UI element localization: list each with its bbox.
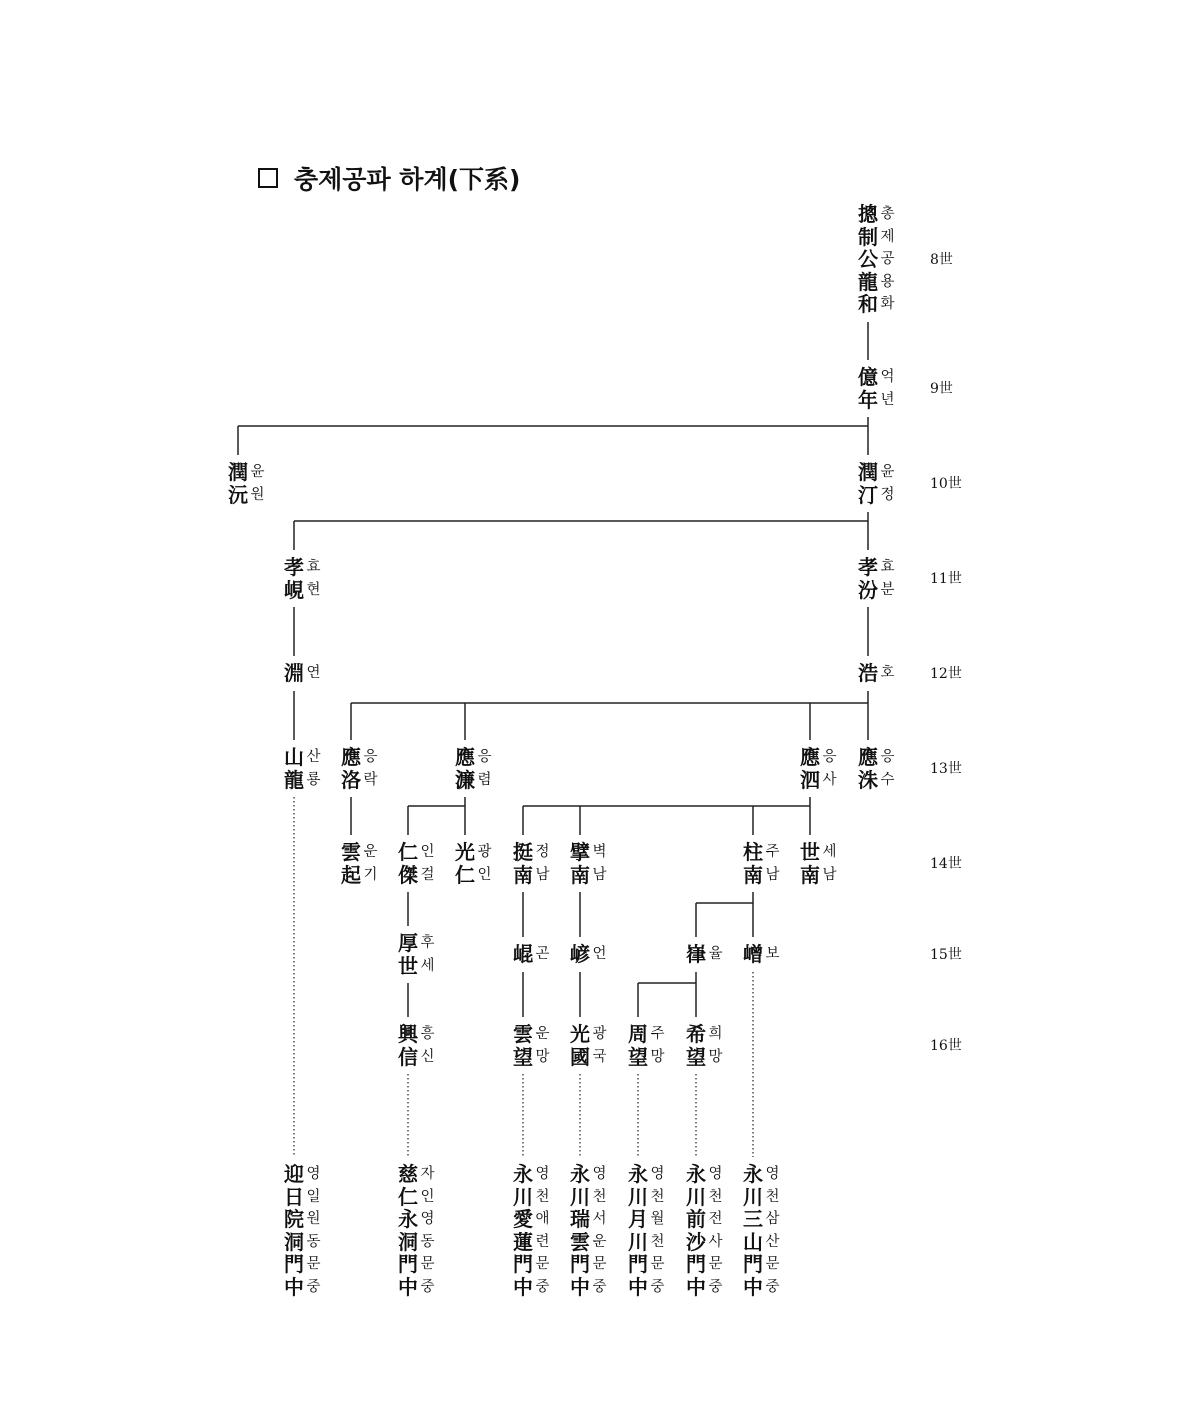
clan-branch-m3 (512, 1163, 551, 1298)
generation-label: 16世 (930, 1038, 962, 1054)
hanja-name: 永 川 愛 蓮 門 中 (513, 1162, 533, 1299)
person-p13a (857, 746, 896, 791)
person-p12a (857, 662, 896, 685)
generation-label: 8世 (930, 252, 953, 268)
hanja-name: 嵂 (686, 942, 706, 966)
hanja-name: 興 信 (398, 1022, 418, 1069)
clan-branch-m2 (397, 1163, 436, 1298)
person-p8 (857, 203, 896, 316)
hangul-reading: 응 수 (880, 749, 895, 788)
person-p15d (512, 943, 551, 966)
hanja-name: 應 濂 (455, 745, 475, 792)
person-p15c (569, 943, 608, 966)
hanja-name: 永 川 月 川 門 中 (628, 1162, 648, 1299)
hangul-reading: 총 제 공 용 화 (880, 206, 895, 312)
person-p16b (627, 1023, 666, 1068)
hangul-reading: 흥 신 (420, 1026, 435, 1065)
clan-branch-m6 (685, 1163, 724, 1298)
hangul-reading: 호 (880, 665, 895, 681)
person-p16d (512, 1023, 551, 1068)
hanja-name: 億 年 (858, 365, 878, 412)
hanja-name: 擘 南 (570, 840, 590, 887)
hanja-name: 孝 峴 (284, 555, 304, 602)
hanja-name: 崐 (513, 942, 533, 966)
hangul-reading: 영 천 서 운 문 중 (592, 1166, 607, 1295)
hanja-name: 嶒 (743, 942, 763, 966)
hanja-name: 雲 望 (513, 1022, 533, 1069)
hangul-reading: 정 남 (535, 844, 550, 883)
hangul-reading: 운 망 (535, 1026, 550, 1065)
hangul-reading: 윤 정 (880, 464, 895, 503)
hangul-reading: 희 망 (708, 1026, 723, 1065)
hanja-name: 應 洛 (341, 745, 361, 792)
hangul-reading: 주 망 (650, 1026, 665, 1065)
hangul-reading: 억 년 (880, 369, 895, 408)
person-p13c (454, 746, 493, 791)
person-p16a (685, 1023, 724, 1068)
hanja-name: 山 龍 (284, 745, 304, 792)
hangul-reading: 효 분 (880, 559, 895, 598)
hangul-reading: 광 국 (592, 1026, 607, 1065)
hanja-name: 仁 傑 (398, 840, 418, 887)
person-p12b (283, 662, 322, 685)
person-p15e (397, 932, 436, 977)
hangul-reading: 영 천 전 사 문 중 (708, 1166, 723, 1295)
hanja-name: 嵃 (570, 942, 590, 966)
hanja-name: 潤 汀 (858, 460, 878, 507)
person-p13e (283, 746, 322, 791)
clan-branch-m5 (627, 1163, 666, 1298)
person-p14d (512, 841, 551, 886)
person-p15b (685, 943, 724, 966)
hanja-name: 厚 世 (398, 931, 418, 978)
hangul-reading: 인 걸 (420, 844, 435, 883)
hangul-reading: 곤 (535, 946, 550, 962)
generation-label: 10世 (930, 476, 962, 492)
person-p14f (397, 841, 436, 886)
hangul-reading: 산 룡 (306, 749, 321, 788)
person-p16c (569, 1023, 608, 1068)
hanja-name: 迎 日 院 洞 門 中 (284, 1162, 304, 1299)
hangul-reading: 벽 남 (592, 844, 607, 883)
person-p14a (799, 841, 838, 886)
clan-branch-m1 (283, 1163, 322, 1298)
hangul-reading: 운 기 (363, 844, 378, 883)
title-text: 충제공파 하계(下系) (294, 165, 521, 194)
generation-label: 11世 (930, 571, 962, 587)
hanja-name: 世 南 (800, 840, 820, 887)
hanja-name: 永 川 前 沙 門 中 (686, 1162, 706, 1299)
generation-label: 14世 (930, 856, 962, 872)
hangul-reading: 언 (592, 946, 607, 962)
person-p13d (340, 746, 379, 791)
hanja-name: 慈 仁 永 洞 門 中 (398, 1162, 418, 1299)
person-p9 (857, 366, 896, 411)
person-p16e (397, 1023, 436, 1068)
person-p14b (742, 841, 781, 886)
generation-label: 9世 (930, 381, 953, 397)
clan-branch-m7 (742, 1163, 781, 1298)
hangul-reading: 자 인 영 동 문 중 (420, 1166, 435, 1295)
hanja-name: 希 望 (686, 1022, 706, 1069)
hanja-name: 潤 沅 (228, 460, 248, 507)
hanja-name: 周 望 (628, 1022, 648, 1069)
generation-label: 12世 (930, 666, 962, 682)
hanja-name: 應 泗 (800, 745, 820, 792)
hanja-name: 摠 制 公 龍 和 (858, 202, 878, 316)
clan-branch-m4 (569, 1163, 608, 1298)
hangul-reading: 효 현 (306, 559, 321, 598)
hangul-reading: 주 남 (765, 844, 780, 883)
person-p14c (569, 841, 608, 886)
hanja-name: 雲 起 (341, 840, 361, 887)
hangul-reading: 보 (765, 946, 780, 962)
hanja-name: 永 川 三 山 門 中 (743, 1162, 763, 1299)
hangul-reading: 율 (708, 946, 723, 962)
person-p10a (857, 461, 896, 506)
generation-label: 15世 (930, 947, 962, 963)
hangul-reading: 영 일 원 동 문 중 (306, 1166, 321, 1295)
person-p11a (857, 556, 896, 601)
person-p14e (454, 841, 493, 886)
hanja-name: 光 國 (570, 1022, 590, 1069)
person-p14g (340, 841, 379, 886)
person-p11b (283, 556, 322, 601)
hangul-reading: 응 락 (363, 749, 378, 788)
hangul-reading: 영 천 삼 산 문 중 (765, 1166, 780, 1295)
hanja-name: 孝 汾 (858, 555, 878, 602)
person-p10b (227, 461, 266, 506)
generation-label: 13世 (930, 761, 962, 777)
hangul-reading: 후 세 (420, 935, 435, 974)
hangul-reading: 세 남 (822, 844, 837, 883)
person-p15a (742, 943, 781, 966)
hanja-name: 淵 (284, 661, 304, 685)
hangul-reading: 윤 원 (250, 464, 265, 503)
hangul-reading: 영 천 애 련 문 중 (535, 1166, 550, 1295)
person-p13b (799, 746, 838, 791)
hanja-name: 應 洙 (858, 745, 878, 792)
hangul-reading: 연 (306, 665, 321, 681)
hanja-name: 浩 (858, 661, 878, 685)
hanja-name: 柱 南 (743, 840, 763, 887)
hanja-name: 挺 南 (513, 840, 533, 887)
hangul-reading: 응 렴 (477, 749, 492, 788)
hanja-name: 光 仁 (455, 840, 475, 887)
hangul-reading: 영 천 월 천 문 중 (650, 1166, 665, 1295)
hangul-reading: 광 인 (477, 844, 492, 883)
hanja-name: 永 川 瑞 雲 門 中 (570, 1162, 590, 1299)
hangul-reading: 응 사 (822, 749, 837, 788)
